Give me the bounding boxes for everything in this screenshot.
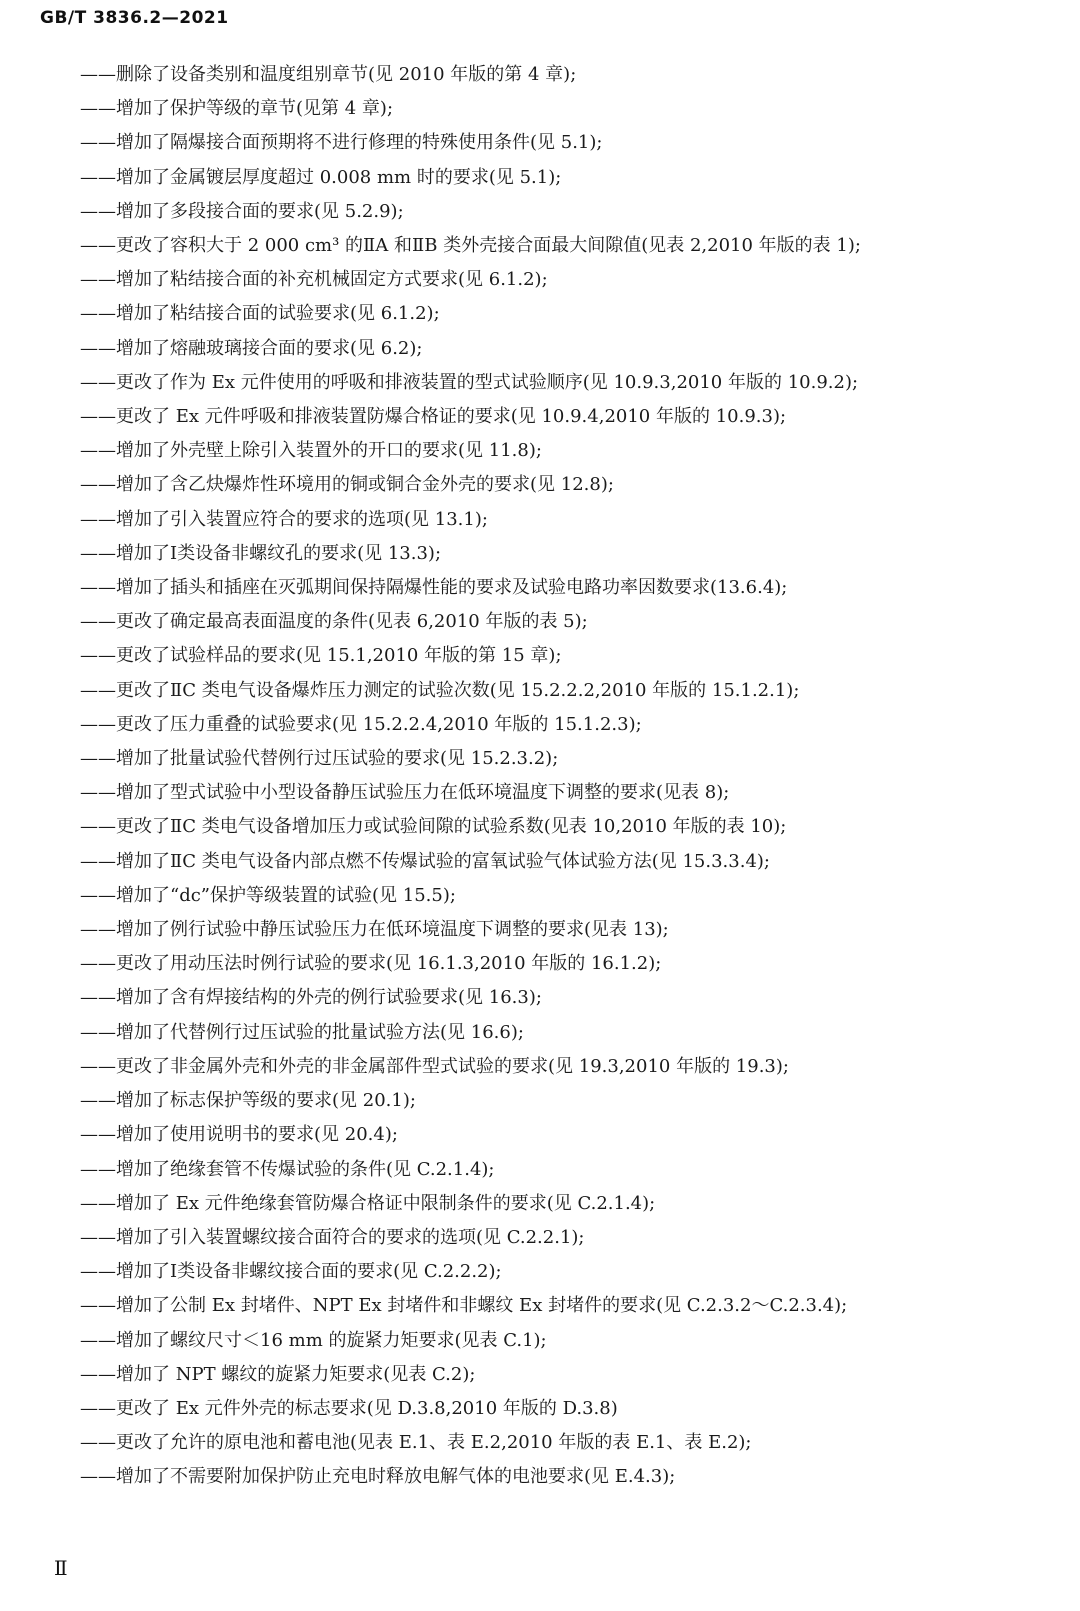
list-item: ——更改了试验样品的要求(见 15.1,2010 年版的第 15 章); — [80, 645, 562, 667]
list-item: ——增加了例行试验中静压试验压力在低环境温度下调整的要求(见表 13); — [80, 919, 669, 941]
list-item: ——增加了金属镀层厚度超过 0.008 mm 时的要求(见 5.1); — [80, 166, 562, 188]
list-item: ——更改了ⅡC 类电气设备增加压力或试验间隙的试验系数(见表 10,2010 年版的表 10); — [80, 816, 787, 838]
list-item: ——增加了Ⅰ类设备非螺纹孔的要求(见 13.3); — [80, 542, 442, 564]
list-item: ——增加了使用说明书的要求(见 20.4); — [80, 1124, 398, 1146]
list-item: ——更改了ⅡC 类电气设备爆炸压力测定的试验次数(见 15.2.2.2,2010 年版的 15.1.2.1); — [80, 679, 800, 701]
list-item: ——增加了型式试验中小型设备静压试验压力在低环境温度下调整的要求(见表 8); — [80, 782, 730, 804]
list-item: ——更改了作为 Ex 元件使用的呼吸和排液装置的型式试验顺序(见 10.9.3,2010 年版的 10.9.2); — [80, 371, 859, 393]
list-item: ——增加了插头和插座在灭弧期间保持隔爆性能的要求及试验电路功率因数要求(13.6.4); — [80, 577, 788, 599]
list-item: ——增加了含乙炔爆炸性环境用的铜或铜合金外壳的要求(见 12.8); — [80, 474, 614, 496]
list-item: ——增加了粘结接合面的试验要求(见 6.1.2); — [80, 303, 440, 325]
list-item: ——增加了公制 Ex 封堵件、NPT Ex 封堵件和非螺纹 Ex 封堵件的要求(见 C.2.3.2～C.2.3.4); — [80, 1295, 848, 1317]
list-item: ——更改了非金属外壳和外壳的非金属部件型式试验的要求(见 19.3,2010 年版的 19.3); — [80, 1055, 789, 1077]
list-item: ——更改了允许的原电池和蓄电池(见表 E.1、表 E.2,2010 年版的表 E.1、表 E.2); — [80, 1432, 752, 1454]
list-item: ——增加了绝缘套管不传爆试验的条件(见 C.2.1.4); — [80, 1158, 495, 1180]
list-item: ——增加了外壳壁上除引入装置外的开口的要求(见 11.8); — [80, 440, 542, 462]
list-item: ——更改了用动压法时例行试验的要求(见 16.1.3,2010 年版的 16.1.2); — [80, 953, 662, 975]
list-item: ——增加了多段接合面的要求(见 5.2.9); — [80, 200, 404, 222]
list-item: ——增加了熔融玻璃接合面的要求(见 6.2); — [80, 337, 423, 359]
list-item: ——增加了不需要附加保护防止充电时释放电解气体的电池要求(见 E.4.3); — [80, 1466, 676, 1488]
list-item: ——更改了 Ex 元件外壳的标志要求(见 D.3.8,2010 年版的 D.3.8) — [80, 1397, 618, 1419]
list-item: ——增加了引入装置螺纹接合面符合的要求的选项(见 C.2.2.1); — [80, 1226, 585, 1248]
list-item: ——增加了粘结接合面的补充机械固定方式要求(见 6.1.2); — [80, 269, 548, 291]
list-item: ——增加了标志保护等级的要求(见 20.1); — [80, 1090, 416, 1112]
list-item: ——增加了螺纹尺寸＜16 mm 的旋紧力矩要求(见表 C.1); — [80, 1329, 547, 1351]
list-item: ——更改了确定最高表面温度的条件(见表 6,2010 年版的表 5); — [80, 611, 588, 633]
list-item: ——增加了保护等级的章节(见第 4 章); — [80, 98, 394, 120]
standard-number-header: GB/T 3836.2—2021 — [40, 8, 229, 28]
list-item: ——增加了 Ex 元件绝缘套管防爆合格证中限制条件的要求(见 C.2.1.4); — [80, 1192, 656, 1214]
list-item: ——更改了 Ex 元件呼吸和排液装置防爆合格证的要求(见 10.9.4,2010 年版的 10.9.3); — [80, 406, 787, 428]
change-list — [80, 58, 1065, 1495]
list-item: ——增加了含有焊接结构的外壳的例行试验要求(见 16.3); — [80, 987, 542, 1009]
list-item: ——增加了“dc”保护等级装置的试验(见 15.5); — [80, 884, 456, 906]
page-number: Ⅱ — [54, 1556, 68, 1580]
list-item: ——增加了Ⅰ类设备非螺纹接合面的要求(见 C.2.2.2); — [80, 1261, 502, 1283]
list-item: ——增加了隔爆接合面预期将不进行修理的特殊使用条件(见 5.1); — [80, 132, 603, 154]
list-item: ——更改了容积大于 2 000 cm³ 的ⅡA 和ⅡB 类外壳接合面最大间隙值(见表 2,2010 年版的表 1); — [80, 235, 861, 257]
list-item: ——更改了压力重叠的试验要求(见 15.2.2.4,2010 年版的 15.1.2.3); — [80, 713, 642, 735]
list-item: ——增加了代替例行过压试验的批量试验方法(见 16.6); — [80, 1021, 524, 1043]
list-item: ——增加了批量试验代替例行过压试验的要求(见 15.2.3.2); — [80, 748, 559, 770]
list-item: ——删除了设备类别和温度组别章节(见 2010 年版的第 4 章); — [80, 64, 577, 85]
list-item: ——增加了ⅡC 类电气设备内部点燃不传爆试验的富氧试验气体试验方法(见 15.3.3.4); — [80, 850, 770, 872]
list-item: ——增加了引入装置应符合的要求的选项(见 13.1); — [80, 508, 488, 530]
list-item: ——增加了 NPT 螺纹的旋紧力矩要求(见表 C.2); — [80, 1363, 476, 1385]
